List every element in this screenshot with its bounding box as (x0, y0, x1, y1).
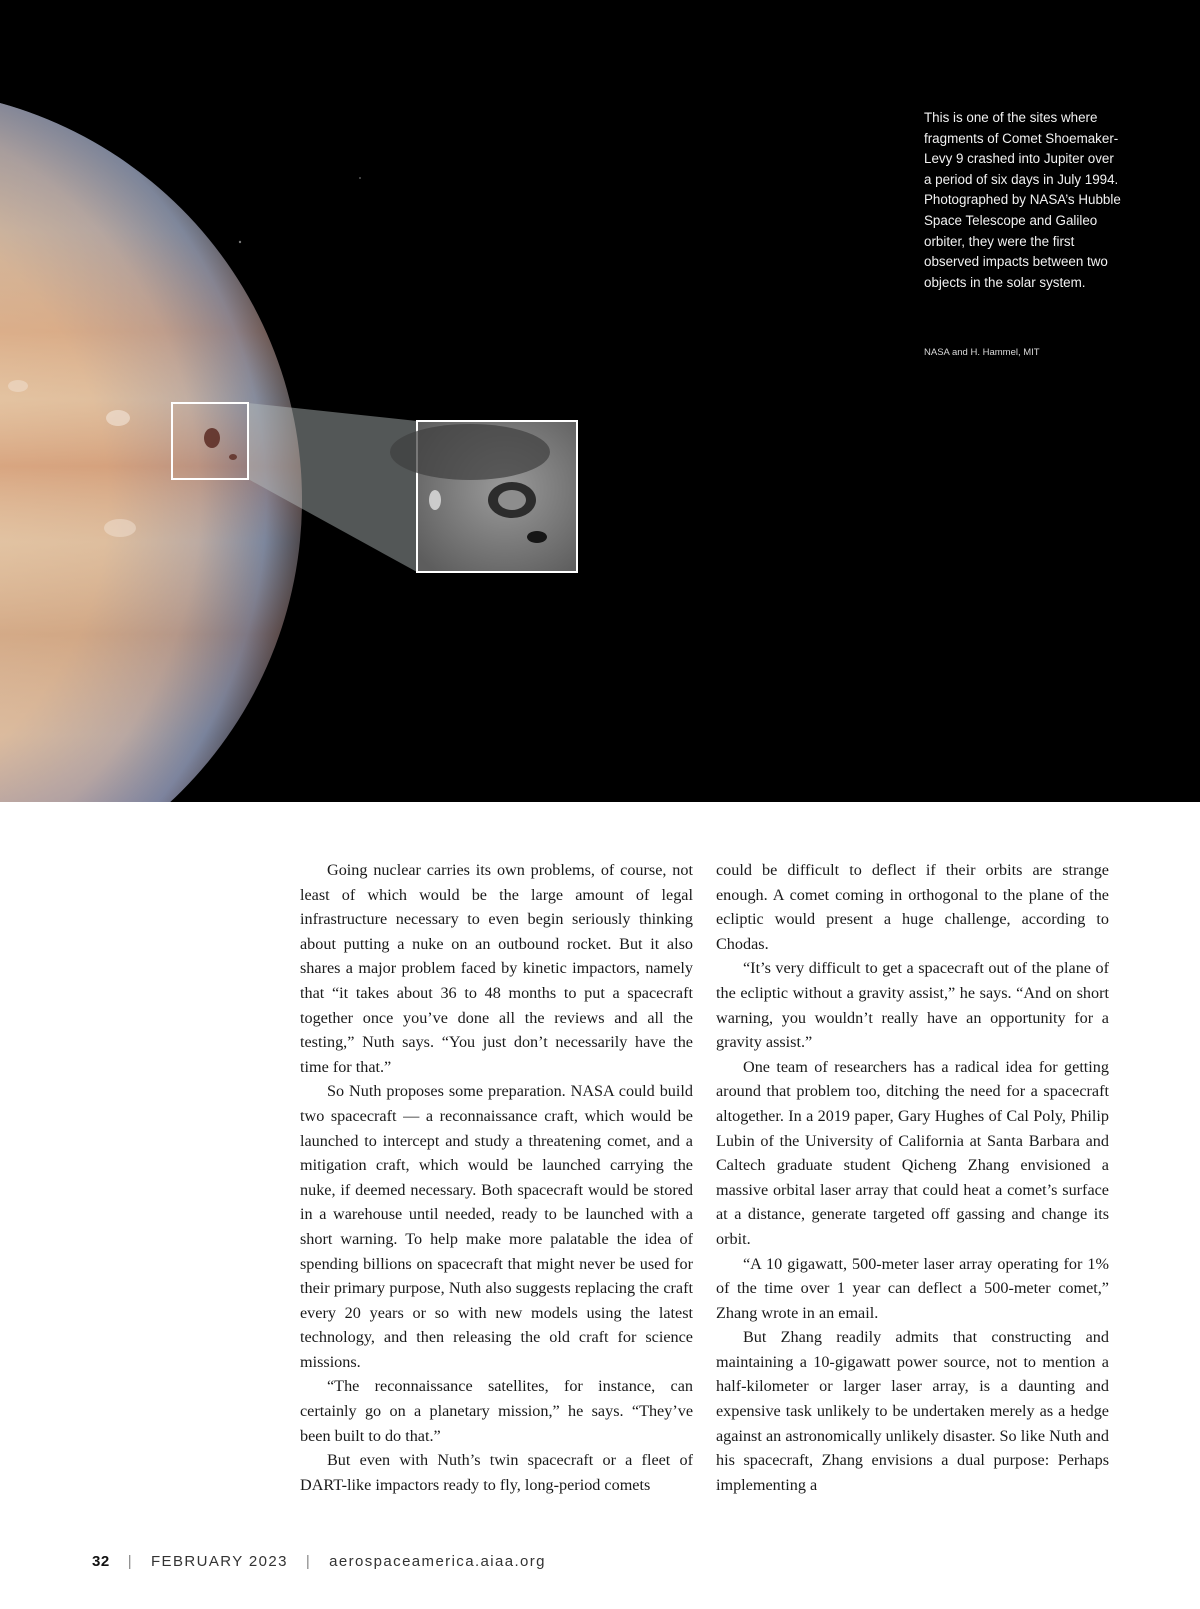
paragraph: But even with Nuth’s twin spacecraft or a fleet of DART-like impactors ready to fly, long-period comets (300, 1451, 693, 1494)
paragraph: “It’s very difficult to get a spacecraft out of the plane of the ecliptic without a gravity assist,” he says. “And on short warning, you wouldn’t really have an opportunity for a gravity assist.” (716, 959, 1109, 1052)
photo-caption: This is one of the sites where fragments of Comet Shoemaker-Levy 9 crashed into Jupiter over a period of six days in July 1994. Photographed by NASA’s Hubble Space Telescope and Galileo orbiter, they were the first observed impacts between two objects in the solar system. (924, 110, 1121, 290)
paragraph: “A 10 gigawatt, 500-meter laser array operating for 1% of the time over 1 year can deflect a 500-meter comet,” Zhang wrote in an email. (716, 1254, 1109, 1322)
footer-separator: | (305, 1553, 312, 1570)
page-footer (92, 1553, 546, 1570)
website-url: aerospaceamerica.aiaa.org (329, 1553, 546, 1570)
footer-separator: | (127, 1553, 133, 1570)
jupiter-impact-photo (0, 0, 1200, 802)
paragraph: Going nuclear carries its own problems, of course, not least of which would be the large amount of legal infrastructure necessary to even begin seriously thinking about putting a nuke on an outbound rocket. But it also shares a major problem faced by kinetic impactors, namely that “it takes about 36 to 48 months to put a spacecraft together once you’ve done all the reviews and all the testing,” Nuth says. “You just don’t necessarily have the time for that.” (300, 861, 693, 1076)
paragraph: So Nuth proposes some preparation. NASA could build two spacecraft — a reconnaissance craft, which would be launched to intercept and study a threatening comet, and a mitigation craft, which would be launched carrying the nuke, if deemed necessary. Both spacecraft would be stored in a warehouse until needed, ready to be launched with a short warning. To help make more palatable the idea of spending billions on spacecraft that might never be used for their primary purpose, Nuth also suggests replacing the craft every 20 years or so with new models using the latest technology, and then releasing the old craft for science missions. (300, 1082, 693, 1371)
paragraph: “The reconnaissance satellites, for instance, can certainly go on a planetary mission,” he says. “They’ve been built to do that.” (300, 1377, 693, 1445)
photo-credit: NASA and H. Hammel, MIT (924, 347, 1040, 358)
paragraph: But Zhang readily admits that constructing and maintaining a 10-gigawatt power source, not to mention a half-kilometer or larger laser array, is a daunting and expensive task unlikely to be undertaken merely as a hedge against an astronomically unlikely disaster. So like Nuth and his spacecraft, Zhang envisions a dual purpose: Perhaps implementing a (716, 1328, 1109, 1494)
article-column-1 (300, 858, 693, 1497)
page-number: 32 (92, 1553, 110, 1570)
issue-date: FEBRUARY 2023 (150, 1553, 288, 1570)
article-column-2 (716, 858, 1109, 1497)
paragraph-continuation: could be difficult to deflect if their orbits are strange enough. A comet coming in orthogonal to the plane of the ecliptic would present a huge challenge, according to Chodas. (716, 861, 1109, 953)
paragraph: One team of researchers has a radical idea for getting around that problem too, ditching the need for a spacecraft altogether. In a 2019 paper, Gary Hughes of Cal Poly, Philip Lubin of the University of California at Santa Barbara and Caltech graduate student Qicheng Zhang envisioned a massive orbital laser array that could heat a comet’s surface at a distance, generate targeted off gassing and change its orbit. (716, 1057, 1109, 1248)
